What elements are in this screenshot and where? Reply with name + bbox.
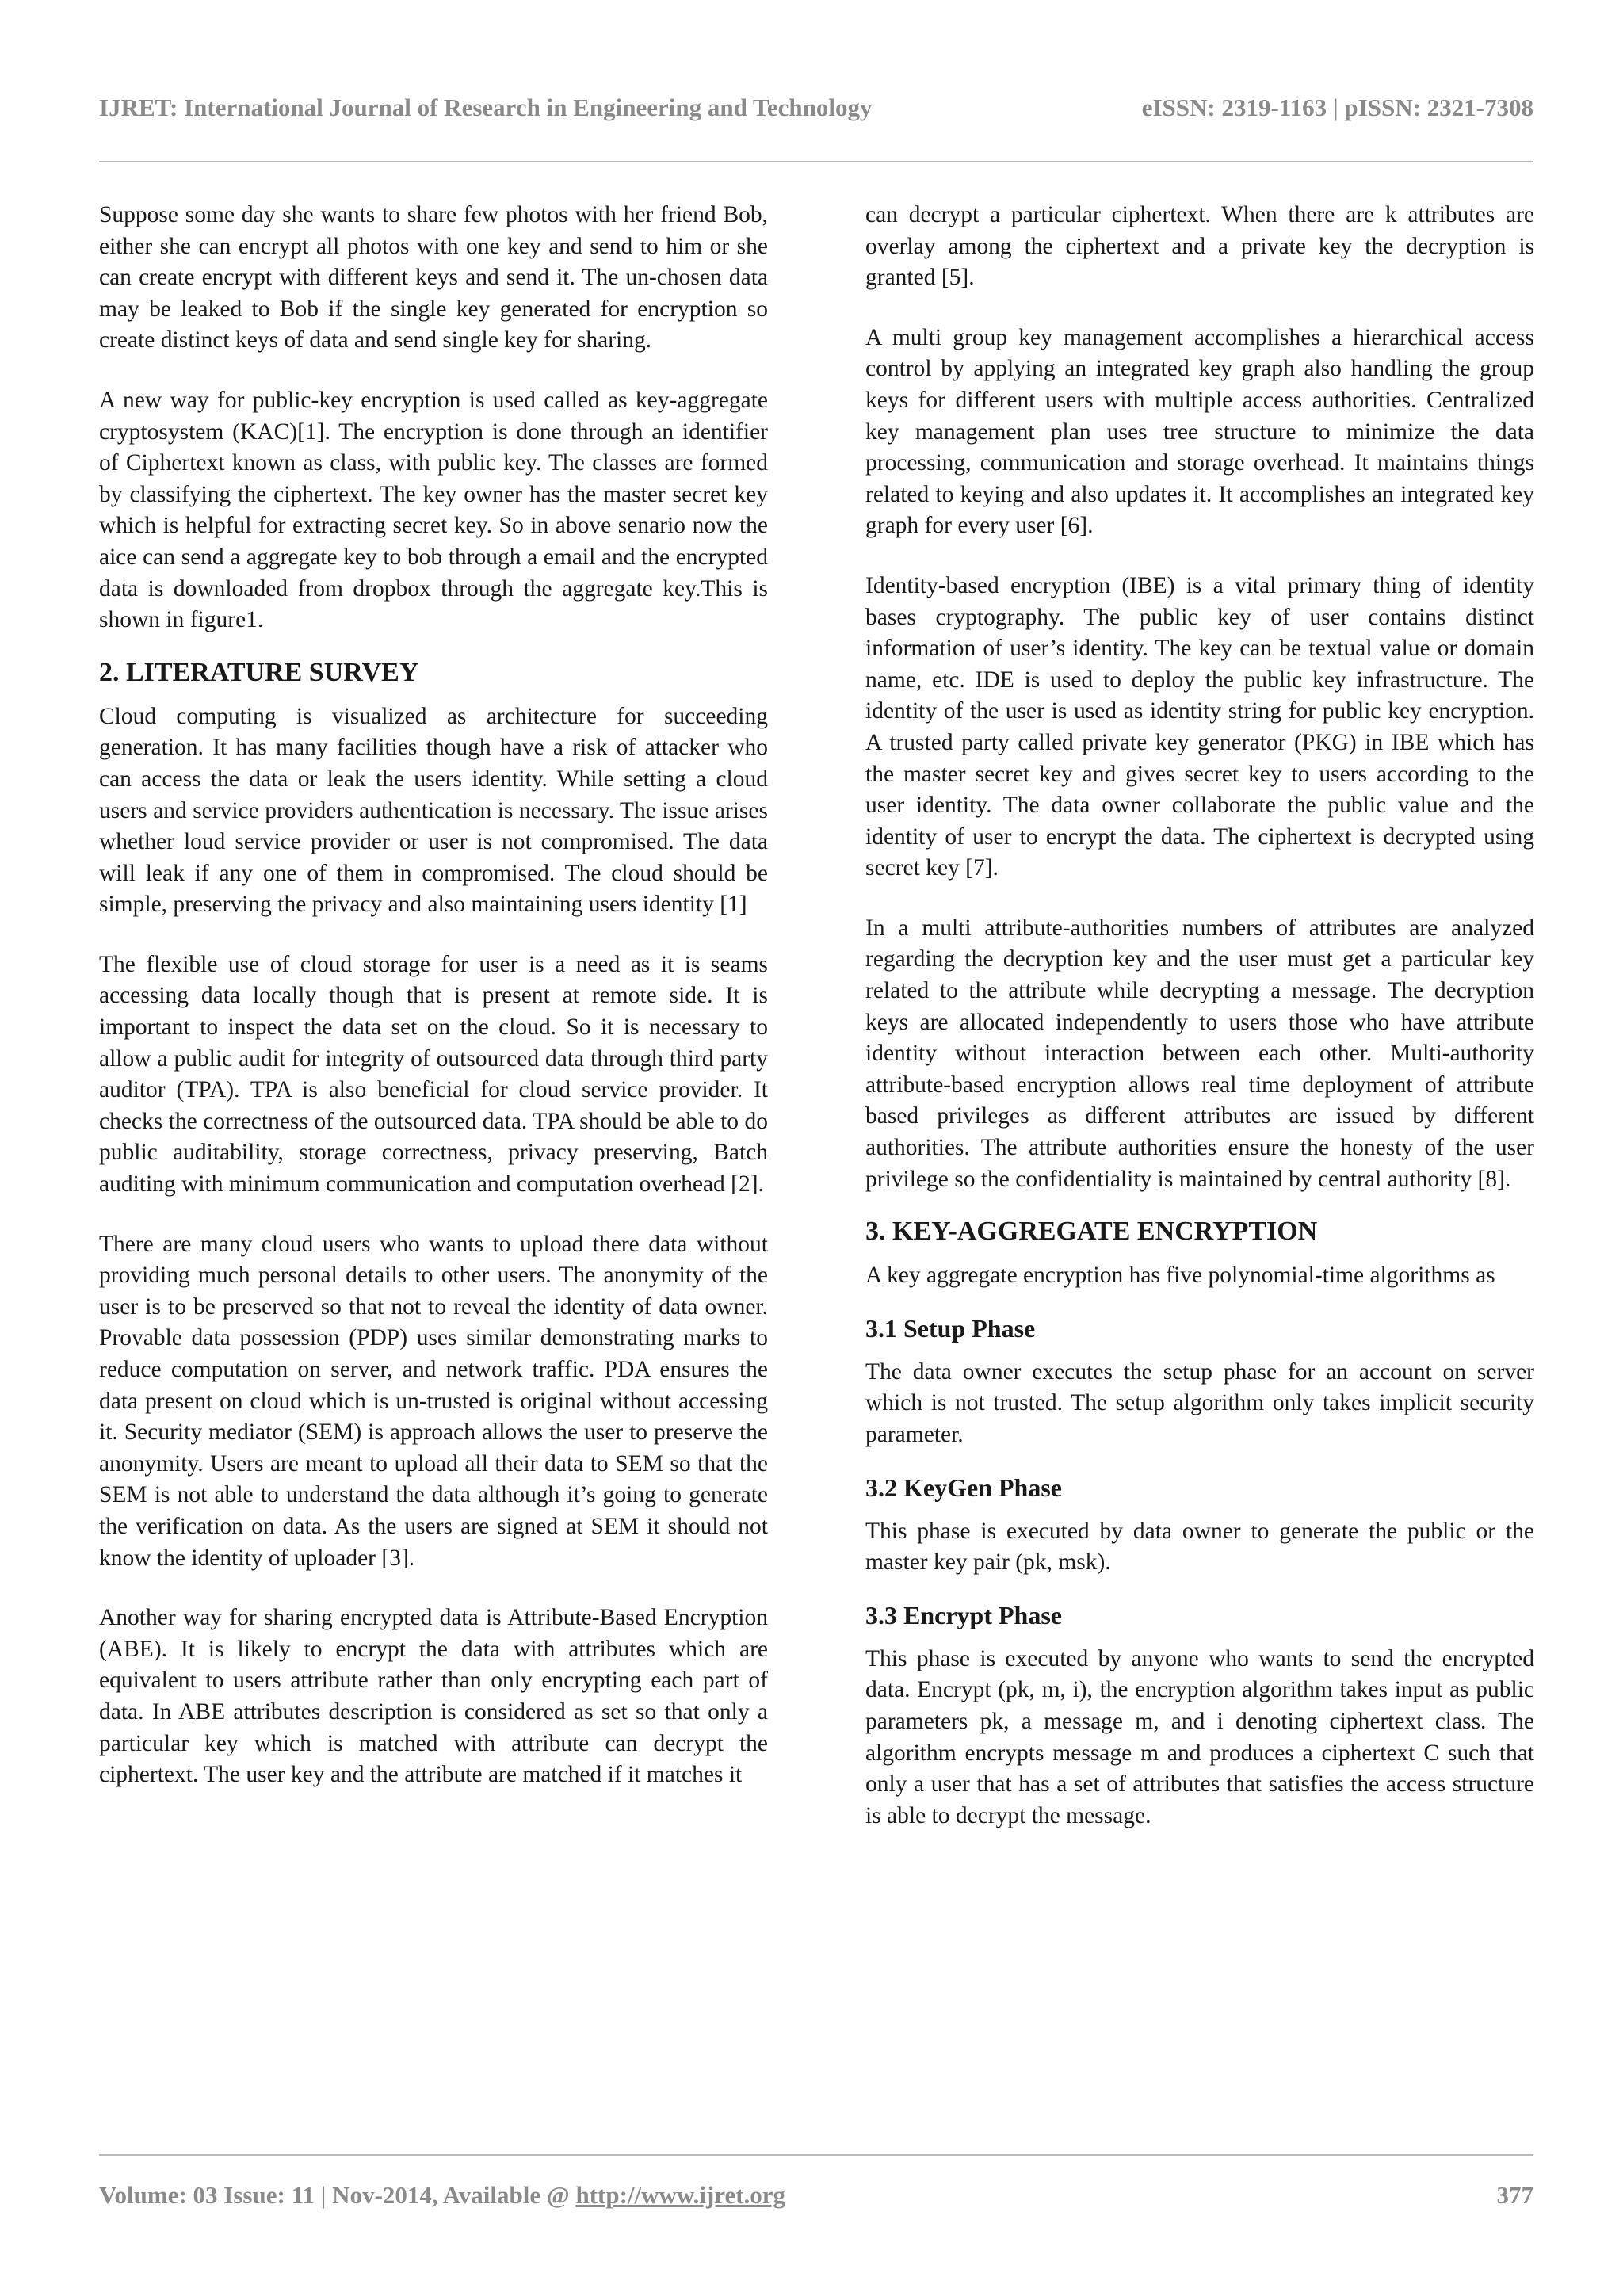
paragraph: Cloud computing is visualized as architecture for succeeding generation. It has many facilities though have a risk of attacker who can access the data or leak the users identity. While setting a cloud users and service providers authentication is necessary. The issue arises whether loud service provider or user is not compromised. The data will leak if any one of them in compromised. The cloud should be simple, preserving the privacy and also maintaining users identity [1] xyxy=(99,703,768,918)
section-heading-key-aggregate-encryption: 3. KEY-AGGREGATE ENCRYPTION xyxy=(865,1217,1318,1247)
paragraph: This phase is executed by data owner to generate the public or the master key pair (pk, msk). xyxy=(865,1518,1534,1576)
paragraph: Suppose some day she wants to share few photos with her friend Bob, either she can encrypt all photos with one key and send to him or she can create encrypt with different keys and send it. The un-chosen data may be leaked to Bob if the single key generated for encryption so create distinct keys of data and send single key for sharing. xyxy=(99,202,768,353)
journal-title: IJRET: International Journal of Research in Engineering and Technology xyxy=(99,94,873,121)
paragraph: Identity-based encryption (IBE) is a vital primary thing of identity bases cryptography. The public key of user contains distinct information of user’s identity. The key can be textual value or domain name, etc. IDE is used to deploy the public key infrastructure. The identity of the user is used as identity string for public key encryption. A trusted party called private key generator (PKG) in IBE which has the master secret key and gives secret key to users according to the user identity. The data owner collaborate the public value and the identity of user to encrypt the data. The ciphertext is decrypted using secret key [7]. xyxy=(865,572,1534,881)
subsection-heading-encrypt-phase: 3.3 Encrypt Phase xyxy=(865,1600,1062,1629)
page-footer xyxy=(99,2181,1533,2216)
section-heading-literature-survey: 2. LITERATURE SURVEY xyxy=(99,657,419,687)
journal-website-link[interactable]: http://www.ijret.org xyxy=(575,2181,786,2209)
paragraph: A multi group key management accomplishes a hierarchical access control by applying an integrated key graph also handling the group keys for different users with multiple access authorities. Centralized key management plan uses tree structure to minimize the data processing, communication and storage overhead. It maintains things related to keying and also updates it. It accomplishes an integrated key graph for every user [6]. xyxy=(865,324,1534,539)
paragraph: A key aggregate encryption has five polynomial-time algorithms as xyxy=(865,1263,1495,1289)
paragraph: This phase is executed by anyone who wants to send the encrypted data. Encrypt (pk, m, i), the encryption algorithm takes input as public parameters pk, a message m, and i denoting ciphertext class. The algorithm encrypts message m and produces a ciphertext C such that only a user that has a set of attributes that satisfies the access structure is able to decrypt the message. xyxy=(865,1645,1534,1828)
paragraph: can decrypt a particular ciphertext. When there are k attributes are overlay among the ciphertext and a private key the decryption is granted [5]. xyxy=(865,202,1534,291)
paragraph: The flexible use of cloud storage for user is a need as it is seams accessing data locally though that is present at remote side. It is important to inspect the data set on the cloud. So it is necessary to allow a public audit for integrity of outsourced data through third party auditor (TPA). TPA is also beneficial for cloud service provider. It checks the correctness of the outsourced data. TPA should be able to do public auditability, storage correctness, privacy preserving, Batch auditing with minimum communication and computation overhead [2]. xyxy=(99,951,768,1198)
header-divider xyxy=(99,161,1533,162)
paragraph: A new way for public-key encryption is used called as key-aggregate cryptosystem (KAC)[1]. The encryption is done through an identifier of Ciphertext known as class, with public key. The classes are formed by classifying the ciphertext. The key owner has the master secret key which is helpful for extracting secret key. So in above senario now the aice can send a aggregate key to bob through a email and the encrypted data is downloaded from dropbox through the aggregate key.This is shown in figure1. xyxy=(99,387,768,633)
paragraph: Another way for sharing encrypted data is Attribute-Based Encryption (ABE). It is likely to encrypt the data with attributes which are equivalent to users attribute rather than only encrypting each part of data. In ABE attributes description is considered as set so that only a particular key which is matched with attribute can decrypt the ciphertext. The user key and the attribute are matched if it matches it xyxy=(99,1605,768,1788)
issn-text: eISSN: 2319-1163 | pISSN: 2321-7308 xyxy=(1141,94,1533,121)
footer-volume-text: Volume: 03 Issue: 11 | Nov-2014, Available @ xyxy=(99,2181,576,2209)
page-header xyxy=(99,94,1533,133)
page-number: 377 xyxy=(1496,2181,1533,2209)
footer-volume-info xyxy=(99,2181,785,2210)
paragraph: In a multi attribute-authorities numbers of attributes are analyzed regarding the decryption key and the user must get a particular key related to the attribute while decrypting a message. The decryption keys are allocated independently to users those who have attribute identity without interaction between each other. Multi-authority attribute-based encryption allows real time deployment of attribute based privileges as different attributes are issued by different authorities. The attribute authorities ensure the honesty of the user privilege so the confidentiality is maintained by central authority [8]. xyxy=(865,915,1534,1192)
paragraph: The data owner executes the setup phase for an account on server which is not trusted. The setup algorithm only takes implicit security parameter. xyxy=(865,1358,1534,1447)
subsection-heading-keygen-phase: 3.2 KeyGen Phase xyxy=(865,1473,1062,1502)
right-column xyxy=(865,200,1534,1832)
footer-divider xyxy=(99,2154,1533,2156)
left-column xyxy=(99,200,768,1791)
subsection-heading-setup-phase: 3.1 Setup Phase xyxy=(865,1313,1036,1343)
paragraph: There are many cloud users who wants to upload there data without providing much personal details to other users. The anonymity of the user is to be preserved so that not to reveal the identity of data owner. Provable data possession (PDP) uses similar demonstrating marks to reduce computation on server, and network traffic. PDA ensures the data present on cloud which is un-trusted is original without accessing it. Security mediator (SEM) is approach allows the user to preserve the anonymity. Users are meant to upload all their data to SEM so that the SEM is not able to understand the data although it’s going to generate the verification on data. As the users are signed at SEM it should not know the identity of uploader [3]. xyxy=(99,1231,768,1571)
